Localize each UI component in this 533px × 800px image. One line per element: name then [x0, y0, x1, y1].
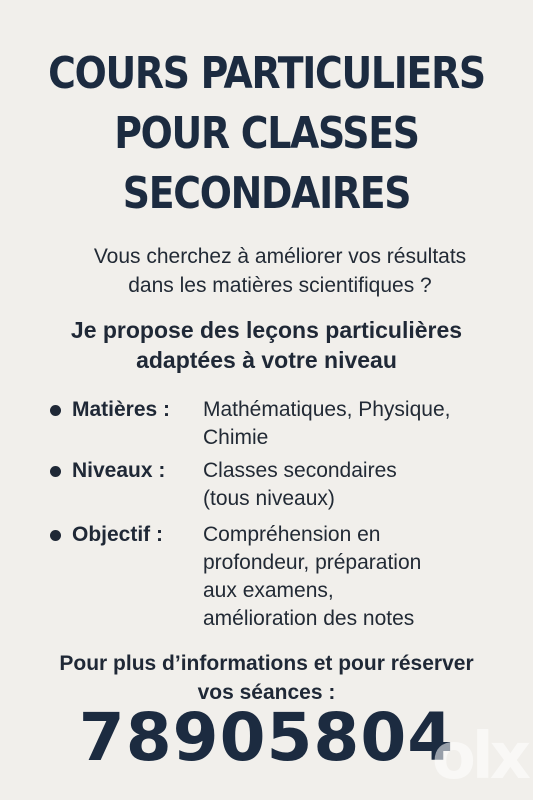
item-value-line: Mathématiques, Physique,	[203, 398, 451, 421]
bullet-icon	[50, 466, 61, 477]
phone-number: 78905804	[78, 699, 455, 776]
intro-text	[40, 242, 520, 300]
title-line-1: COURS PARTICULIERS	[48, 48, 485, 99]
bullet-icon	[50, 530, 61, 541]
item-label: Niveaux :	[72, 459, 166, 482]
contact-line-2: vos séances :	[197, 681, 336, 704]
poster-title	[37, 44, 495, 224]
title-line-2: POUR CLASSES	[114, 108, 419, 159]
offer-text	[0, 315, 533, 375]
item-value-line: (tous niveaux)	[203, 487, 335, 510]
item-label: Objectif :	[72, 523, 164, 546]
intro-line-2: dans les matières scientifiques ?	[128, 274, 432, 297]
item-value	[203, 396, 450, 452]
olx-watermark: olx	[431, 720, 527, 794]
item-value-line: Chimie	[203, 426, 269, 449]
item-label: Matières :	[72, 398, 171, 421]
offer-line-2: adaptées à votre niveau	[136, 347, 397, 373]
offer-line-1: Je propose des leçons particulières	[70, 317, 463, 343]
item-value-line: profondeur, préparation	[203, 551, 422, 574]
item-value-line: amélioration des notes	[203, 607, 415, 630]
bullet-icon	[50, 405, 61, 416]
item-value-line: Compréhension en	[203, 523, 381, 546]
item-value	[203, 457, 397, 513]
item-value-line: aux examens,	[203, 579, 334, 602]
contact-line-1: Pour plus d’informations et pour réserver	[59, 652, 474, 675]
intro-line-1: Vous cherchez à améliorer vos résultats	[93, 245, 467, 268]
item-value-line: Classes secondaires	[203, 459, 397, 482]
item-value	[203, 521, 421, 633]
title-line-3: SECONDAIRES	[122, 168, 411, 219]
